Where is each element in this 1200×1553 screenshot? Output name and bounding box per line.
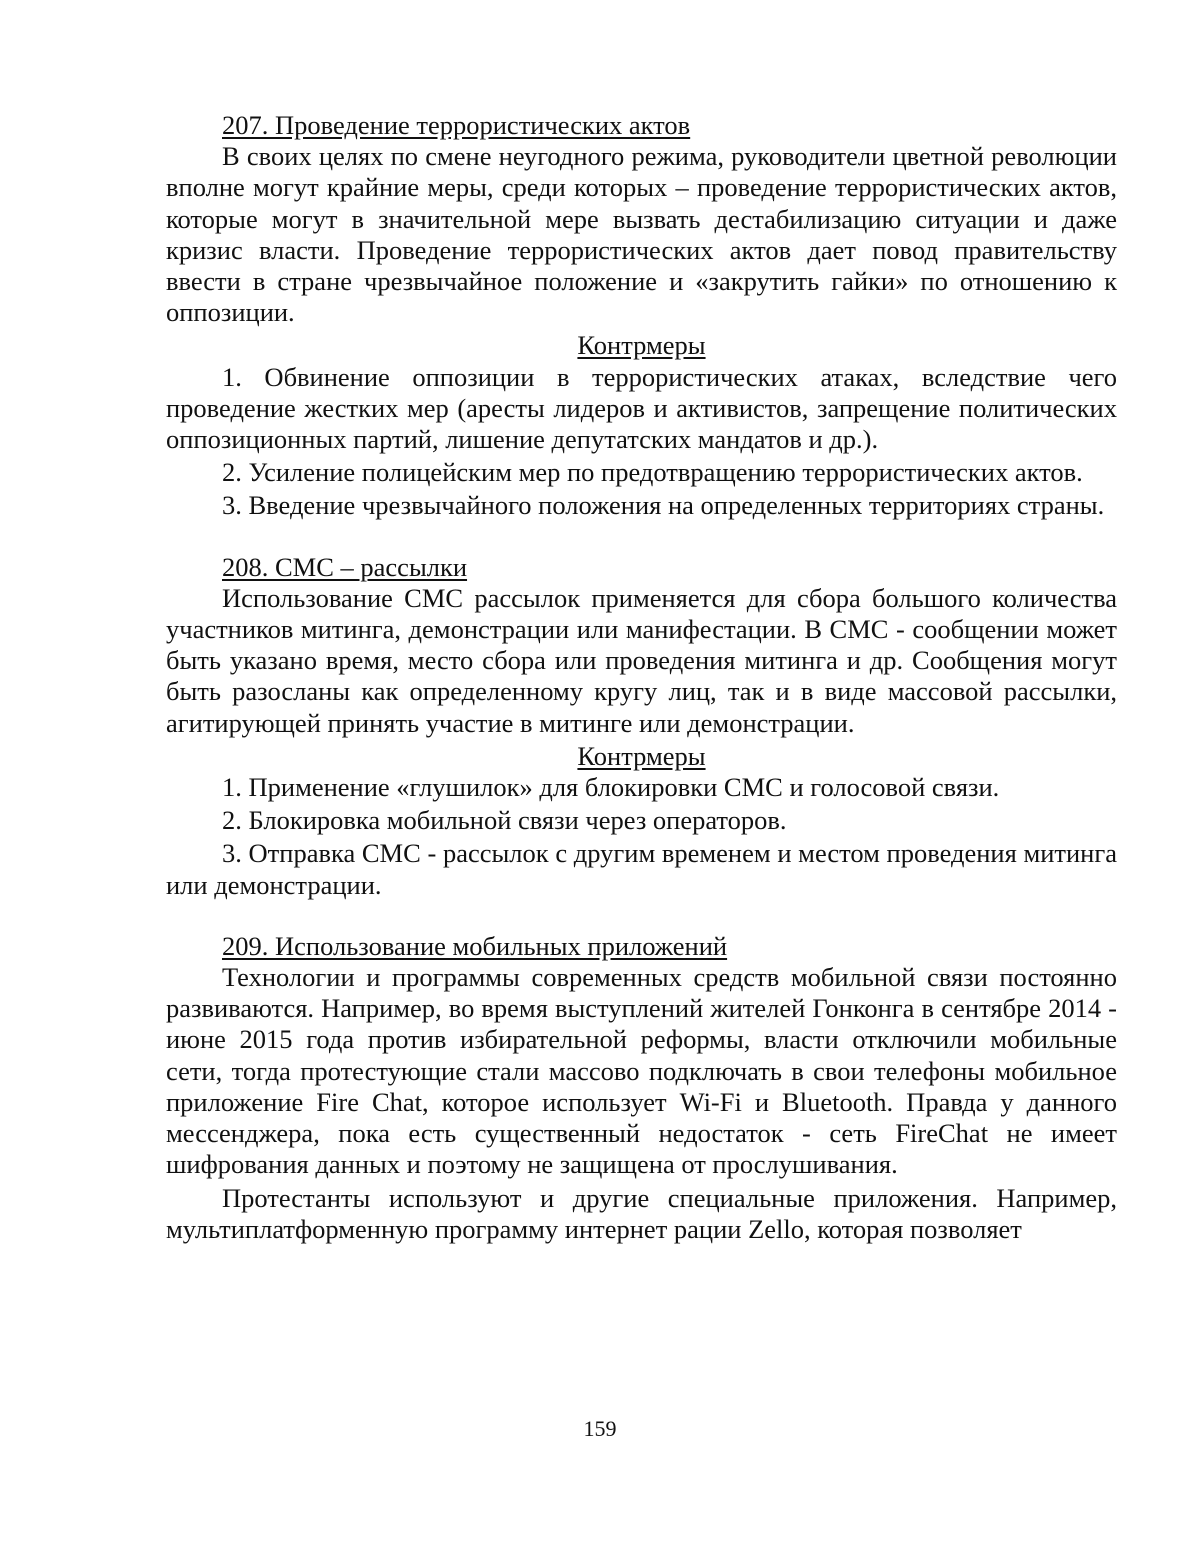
countermeasure-item: 2. Усиление полицейским мер по предотвращению террористических актов. (222, 457, 1083, 488)
section-heading-207: 207. Проведение террористических актов (222, 110, 691, 140)
section-heading-208: 208. СМС – рассылки (222, 551, 468, 582)
section-body-209: Технологии и программы современных средств мобильной связи постоянно развиваются. Например, во время выступлений жителей Гонконга в сентябре 2014 - июне 2015 года против избирательной реформы, власти отключили мобильные сети, тогда протестующие стали массово подключать в свои телефоны мобильное приложение Fire Chat, которое использует Wi-Fi и Bluetooth. Правда у данного мессенджера, пока есть существенный недостаток - сеть FireChat не имеет шифрования данных и поэтому не защищена от прослушивания. (166, 962, 1117, 1180)
section-body-208: Использование СМС рассылок применяется для сбора большого количества участников митинга, демонстрации или манифестации. В СМС - сообщении может быть указано время, место сбора или проведения митинга и др. Сообщения могут быть разосланы как определенному кругу лиц, так и в виде массовой рассылки, агитирующей принять участие в митинге или демонстрации. (166, 582, 1117, 738)
countermeasure-item: 1. Обвинение оппозиции в террористических атаках, вследствие чего проведение жестких мер (аресты лидеров и активистов, запрещение политических оппозиционных партий, лишение депутатских мандатов и др.). (166, 361, 1117, 455)
section-heading-209: 209. Использование мобильных приложений (222, 930, 728, 961)
section-body-209-continued: Протестанты используют и другие специальные приложения. Например, мультиплатформенную программу интернет рации Zello, которая позволяет (166, 1182, 1117, 1244)
section-gap (166, 903, 1117, 931)
countermeasure-item: 3. Введение чрезвычайного положения на определенных территориях страны. (222, 490, 1105, 521)
countermeasures-title-207: Контрмеры (577, 330, 706, 361)
countermeasure-item: 3. Отправка СМС - рассылок с другим временем и местом проведения митинга или демонстрации. (166, 838, 1117, 900)
countermeasure-item: 1. Применение «глушилок» для блокировки СМС и голосовой связи. (222, 772, 1000, 803)
countermeasures-title-208: Контрмеры (577, 740, 706, 771)
document-page (166, 110, 1117, 1247)
section-body-207: В своих целях по смене неугодного режима, руководители цветной революции вполне могут крайние меры, среди которых – проведение террористических актов, которые могут в значительной мере вызвать дестабилизацию ситуации и даже кризис власти. Проведение террористических актов дает повод правительству ввести в стране чрезвычайное положение и «закрутить гайки» по отношению к оппозиции. (166, 141, 1117, 328)
countermeasure-item: 2. Блокировка мобильной связи через операторов. (222, 805, 787, 836)
section-gap (166, 524, 1117, 552)
page-number: 159 (583, 1416, 617, 1441)
